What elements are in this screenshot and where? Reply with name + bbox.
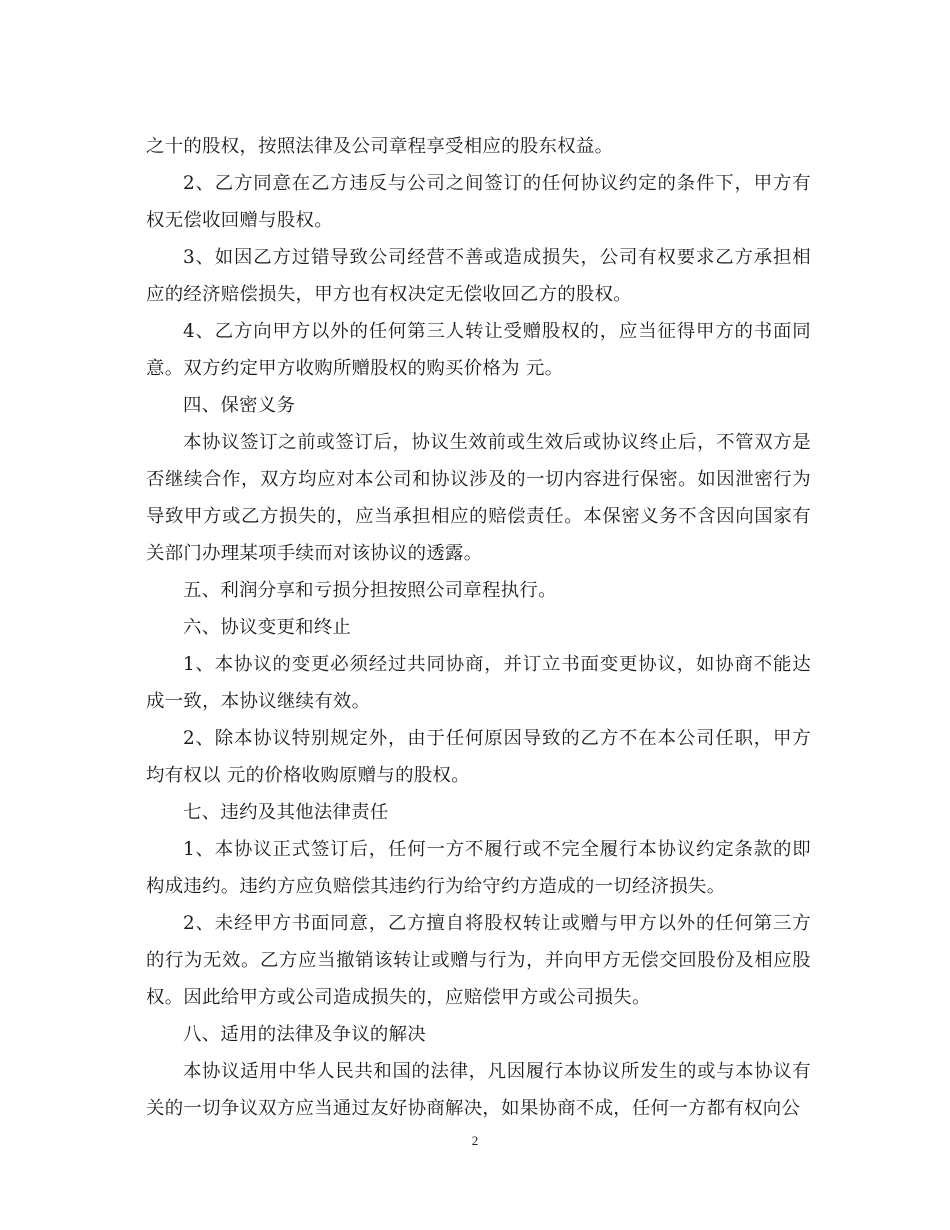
clause-6-2: 2、除本协议特别规定外，由于任何原因导致的乙方不在本公司任职，甲方均有权以 元的价格收购原赠与的股权。 xyxy=(146,728,811,786)
section-heading-breach: 七、违约及其他法律责任 xyxy=(183,802,389,823)
paragraph-continuation: 之十的股权，按照法律及公司章程享受相应的股东权益。 xyxy=(146,136,614,157)
clause-6-1: 1、本协议的变更必须经过共同协商，并订立书面变更协议，如协商不能达成一致，本协议继续有效。 xyxy=(146,654,811,712)
governing-law-paragraph: 本协议适用中华人民共和国的法律，凡因履行本协议所发生的或与本协议有关的一切争议双方应当通过友好协商解决，如果协商不成，任何一方都有权向公 xyxy=(146,1061,811,1119)
clause-3-3: 3、如因乙方过错导致公司经营不善或造成损失，公司有权要求乙方承担相应的经济赔偿损失，甲方也有权决定无偿收回乙方的股权。 xyxy=(146,247,811,305)
section-heading-governing-law: 八、适用的法律及争议的解决 xyxy=(183,1024,426,1045)
clause-7-2: 2、未经甲方书面同意，乙方擅自将股权转让或赠与甲方以外的任何第三方的行为无效。乙方应当撤销该转让或赠与行为，并向甲方无偿交回股份及相应股权。因此给甲方或公司造成损失的，应赔偿甲方或公司损失。 xyxy=(146,913,811,1008)
document-body xyxy=(146,128,811,1127)
page-number: 2 xyxy=(471,1133,479,1148)
section-heading-amendment: 六、协议变更和终止 xyxy=(183,617,352,638)
section-heading-confidentiality: 四、保密义务 xyxy=(183,395,296,416)
clause-3-4: 4、乙方向甲方以外的任何第三人转让受赠股权的，应当征得甲方的书面同意。双方约定甲方收购所赠股权的购买价格为 元。 xyxy=(146,321,811,379)
clause-3-2: 2、乙方同意在乙方违反与公司之间签订的任何协议约定的条件下，甲方有权无偿收回赠与股权。 xyxy=(146,173,811,231)
clause-7-1: 1、本协议正式签订后，任何一方不履行或不完全履行本协议约定条款的即构成违约。违约方应负赔偿其违约行为给守约方造成的一切经济损失。 xyxy=(146,839,811,897)
confidentiality-paragraph: 本协议签订之前或签订后，协议生效前或生效后或协议终止后，不管双方是否继续合作，双方均应对本公司和协议涉及的一切内容进行保密。如因泄密行为导致甲方或乙方损失的，应当承担相应的赔偿责任。本保密义务不含因向国家有关部门办理某项手续而对该协议的透露。 xyxy=(146,432,811,564)
section-heading-profit-sharing: 五、利润分享和亏损分担按照公司章程执行。 xyxy=(183,580,557,601)
